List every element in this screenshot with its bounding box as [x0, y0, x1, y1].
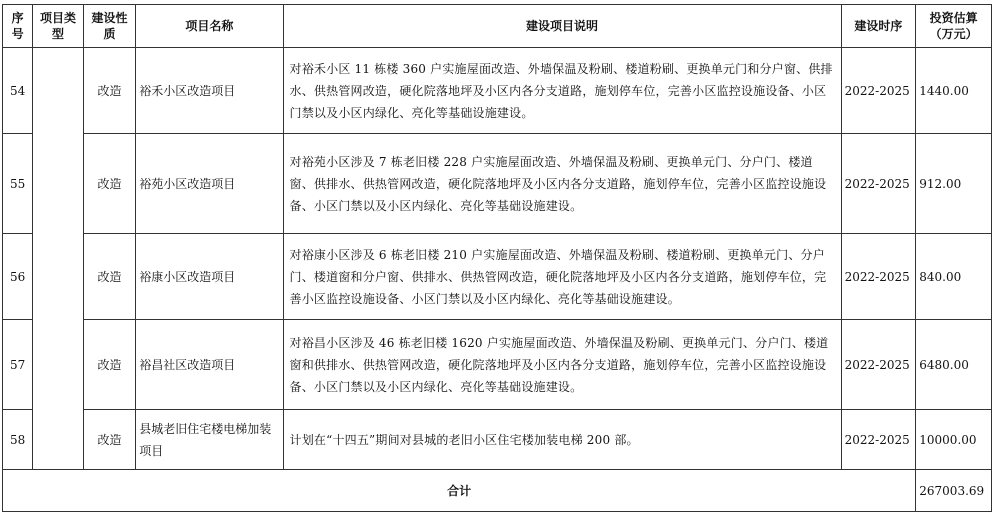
row-period: 2022-2025: [841, 48, 916, 134]
table-row: [3, 234, 992, 320]
total-value: 267003.69: [916, 470, 992, 512]
row-seq: 58: [3, 410, 33, 470]
header-desc: 建设项目说明: [283, 5, 841, 48]
row-desc: 对裕昌小区涉及 46 栋老旧楼 1620 户实施屋面改造、外墙保温及粉刷、更换单元门、分户门、楼道窗和供排水、供热管网改造，硬化院落地坪及小区内各分支道路，施划停车位，完善小区监控设施设备、小区门禁以及小区内绿化、亮化等基础设施建设。: [283, 320, 841, 410]
row-invest: 6480.00: [916, 320, 992, 410]
row-period: 2022-2025: [841, 234, 916, 320]
table-row: [3, 48, 992, 134]
row-seq: 56: [3, 234, 33, 320]
row-desc: 对裕康小区涉及 6 栋老旧楼 210 户实施屋面改造、外墙保温及粉刷、楼道粉刷、更换单元门、分户门、楼道窗和分户窗、供排水、供热管网改造，硬化院落地坪及小区内各分支道路，施划停车位，完善小区监控设施设备、小区门禁以及小区内绿化、亮化等基础设施建设。: [283, 234, 841, 320]
table-row: [3, 410, 992, 470]
row-nature: 改造: [83, 410, 135, 470]
row-invest: 10000.00: [916, 410, 992, 470]
row-name: 裕苑小区改造项目: [136, 134, 283, 234]
total-row: [3, 470, 992, 512]
row-invest: 840.00: [916, 234, 992, 320]
project-type-cell: [33, 48, 83, 470]
row-desc: 对裕苑小区涉及 7 栋老旧楼 228 户实施屋面改造、外墙保温及粉刷、更换单元门、分户门、楼道窗、供排水、供热管网改造，硬化院落地坪及小区内各分支道路，施划停车位，完善小区监控设施设备、小区门禁以及小区内绿化、亮化等基础设施建设。: [283, 134, 841, 234]
row-name: 裕禾小区改造项目: [136, 48, 283, 134]
row-name: 县城老旧住宅楼电梯加装项目: [136, 410, 283, 470]
header-nature: 建设性质: [83, 5, 135, 48]
row-period: 2022-2025: [841, 320, 916, 410]
table-row: [3, 134, 992, 234]
header-period: 建设时序: [841, 5, 916, 48]
project-table: [2, 4, 992, 512]
header-type: 项目类型: [33, 5, 83, 48]
header-seq: 序号: [3, 5, 33, 48]
row-seq: 57: [3, 320, 33, 410]
row-period: 2022-2025: [841, 134, 916, 234]
row-name: 裕昌社区改造项目: [136, 320, 283, 410]
header-row: [3, 5, 992, 48]
total-label: 合计: [3, 470, 916, 512]
row-nature: 改造: [83, 134, 135, 234]
row-desc: 计划在“十四五”期间对县城的老旧小区住宅楼加装电梯 200 部。: [283, 410, 841, 470]
row-seq: 55: [3, 134, 33, 234]
row-desc: 对裕禾小区 11 栋楼 360 户实施屋面改造、外墙保温及粉刷、楼道粉刷、更换单元门和分户窗、供排水、供热管网改造，硬化院落地坪及小区内各分支道路，施划停车位，完善小区监控设施设备、小区门禁以及小区内绿化、亮化等基础设施建设。: [283, 48, 841, 134]
row-seq: 54: [3, 48, 33, 134]
row-nature: 改造: [83, 234, 135, 320]
row-name: 裕康小区改造项目: [136, 234, 283, 320]
row-invest: 1440.00: [916, 48, 992, 134]
row-nature: 改造: [83, 320, 135, 410]
header-name: 项目名称: [136, 5, 283, 48]
row-nature: 改造: [83, 48, 135, 134]
row-invest: 912.00: [916, 134, 992, 234]
table-row: [3, 320, 992, 410]
header-invest: 投资估算（万元）: [916, 5, 992, 48]
row-period: 2022-2025: [841, 410, 916, 470]
